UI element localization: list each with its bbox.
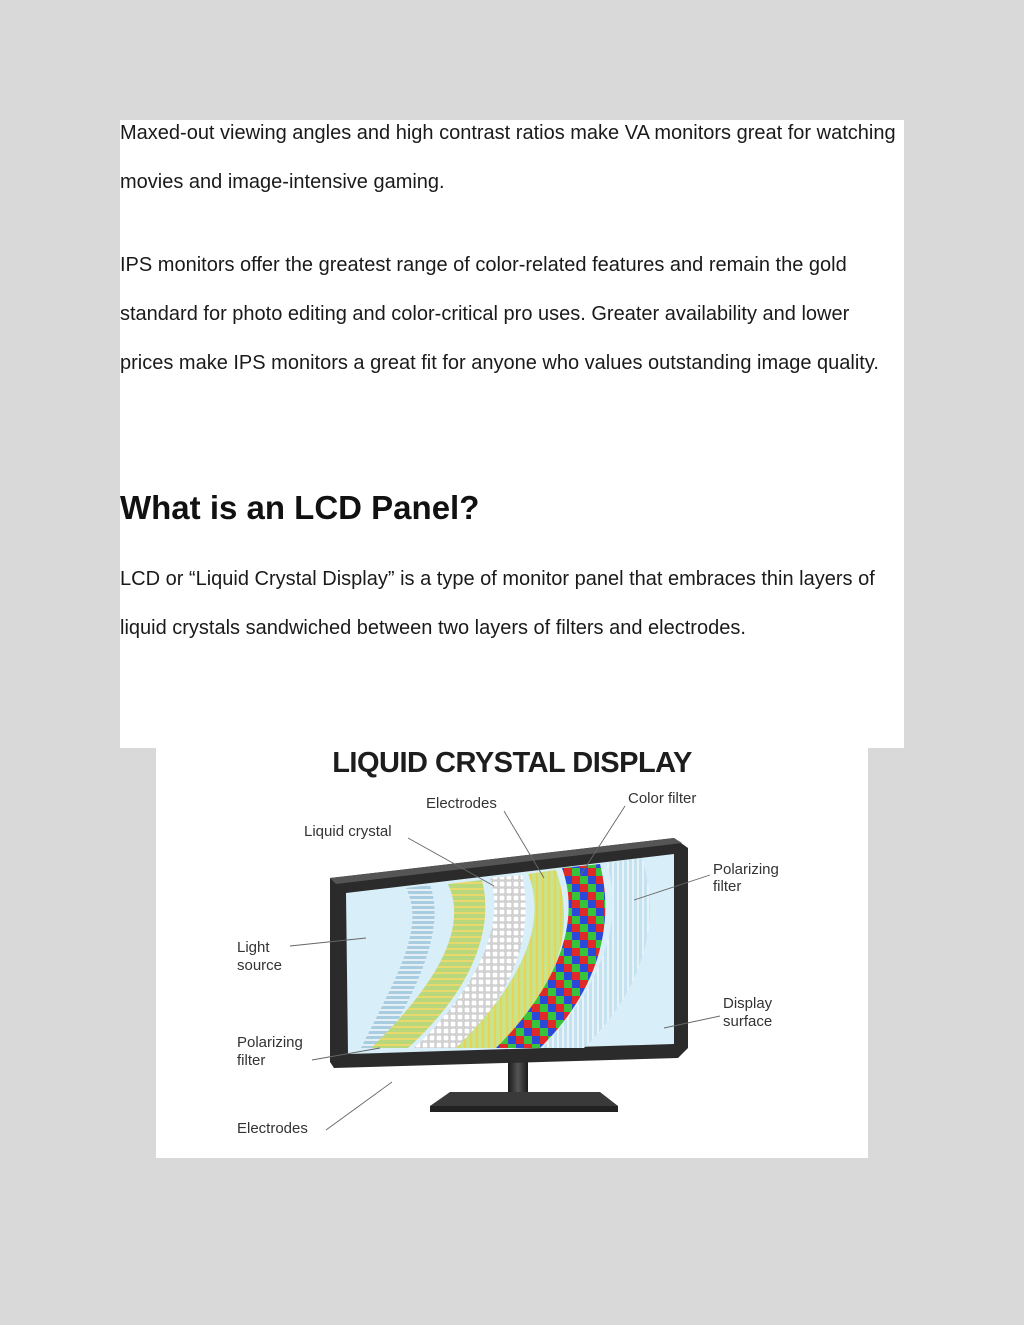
label-liquid-crystal: Liquid crystal	[304, 823, 392, 840]
label-light-source-line2: source	[237, 957, 283, 974]
paragraph-va-monitors: Maxed-out viewing angles and high contrast ratios make VA monitors great for watching movies and image-intensive gaming.	[120, 122, 896, 193]
label-polarizing-filter-right-line1: Polarizing	[713, 861, 779, 878]
section-heading-lcd-panel: What is an LCD Panel?	[120, 489, 480, 526]
paragraph-lcd-definition: LCD or “Liquid Crystal Display” is a type of monitor panel that embraces thin layers of liquid crystals sandwiched between two layers of filters and electrodes.	[120, 568, 875, 639]
label-color-filter: Color filter	[628, 790, 697, 807]
lcd-diagram-figure	[156, 748, 868, 1158]
label-polarizing-filter-left-line2: filter	[237, 1052, 266, 1069]
diagram-title: LIQUID CRYSTAL DISPLAY	[332, 748, 692, 779]
monitor-stand-base	[430, 1092, 618, 1106]
label-polarizing-filter-left-line1: Polarizing	[237, 1034, 303, 1051]
label-light-source-line1: Light	[237, 939, 270, 956]
label-electrodes-top: Electrodes	[426, 795, 497, 812]
paragraph-ips-monitors: IPS monitors offer the greatest range of color-related features and remain the gold standard for photo editing and color-critical pro uses. Greater availability and lower prices make IPS monitors a great fit for anyone who values outstanding image quality.	[120, 254, 879, 374]
label-electrodes-bottom: Electrodes	[237, 1120, 308, 1137]
label-display-surface-line1: Display	[723, 995, 773, 1012]
label-display-surface-line2: surface	[723, 1013, 773, 1030]
label-polarizing-filter-right-line2: filter	[713, 878, 742, 895]
article-text-block	[120, 120, 904, 748]
lcd-diagram	[156, 748, 868, 1158]
